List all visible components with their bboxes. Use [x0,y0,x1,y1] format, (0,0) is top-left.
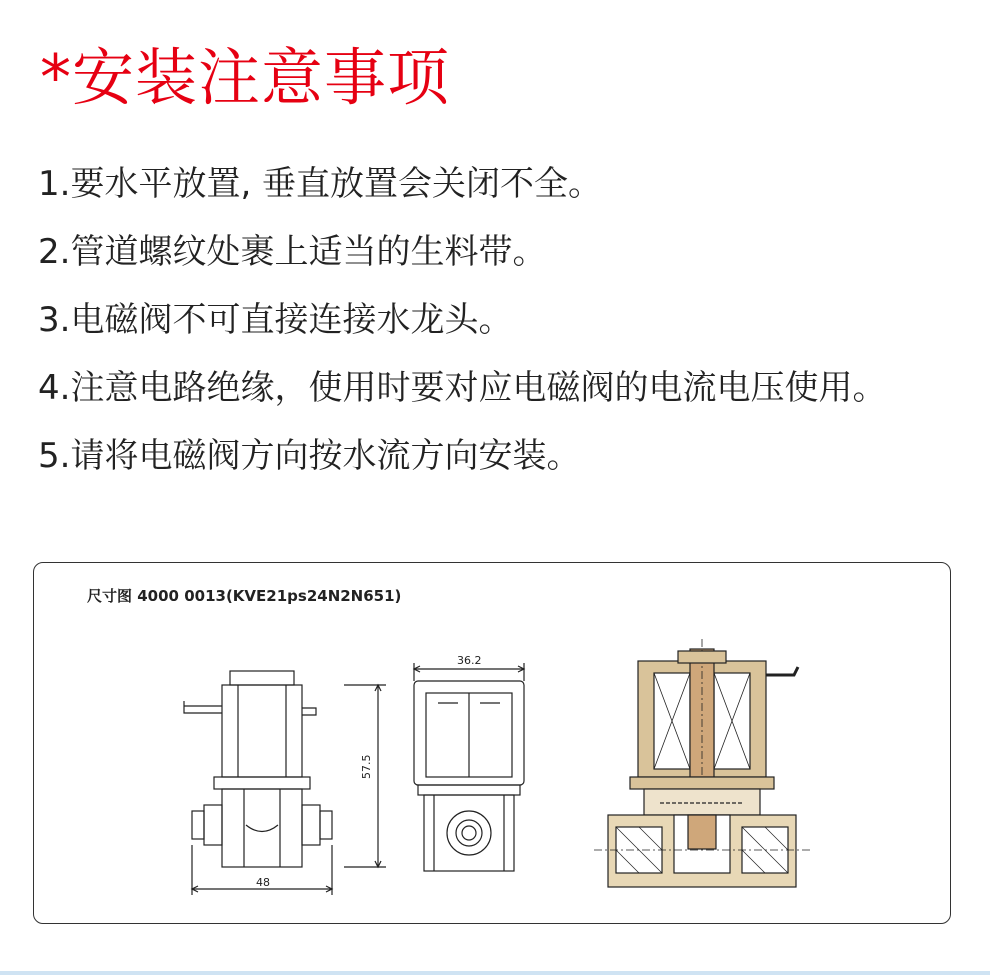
top-width-dimension-label: 36.2 [457,654,482,667]
section-view-drawing [594,639,810,887]
height-dimension-label: 57.5 [360,754,373,779]
width-dimension-label: 48 [256,876,270,889]
note-item: 1.要水平放置, 垂直放置会关闭不全。 [38,164,603,204]
note-item: 2.管道螺纹处裹上适当的生料带。 [38,232,547,272]
solenoid-valve-drawings [34,563,952,925]
front-view-drawing [184,671,386,895]
diagram-caption: 尺寸图 4000 0013(KVE21ps24N2N651) [87,587,402,605]
footer-divider [0,971,990,975]
note-item: 5.请将电磁阀方向按水流方向安装。 [38,436,581,476]
notes-list [38,150,886,490]
dimension-diagram-panel [33,562,951,924]
page-title: *安装注意事项 [40,41,451,114]
note-item: 4.注意电路绝缘，使用时要对应电磁阀的电流电压使用。 [38,368,887,408]
note-item: 3.电磁阀不可直接连接水龙头。 [38,300,513,340]
side-view-drawing [414,663,524,871]
